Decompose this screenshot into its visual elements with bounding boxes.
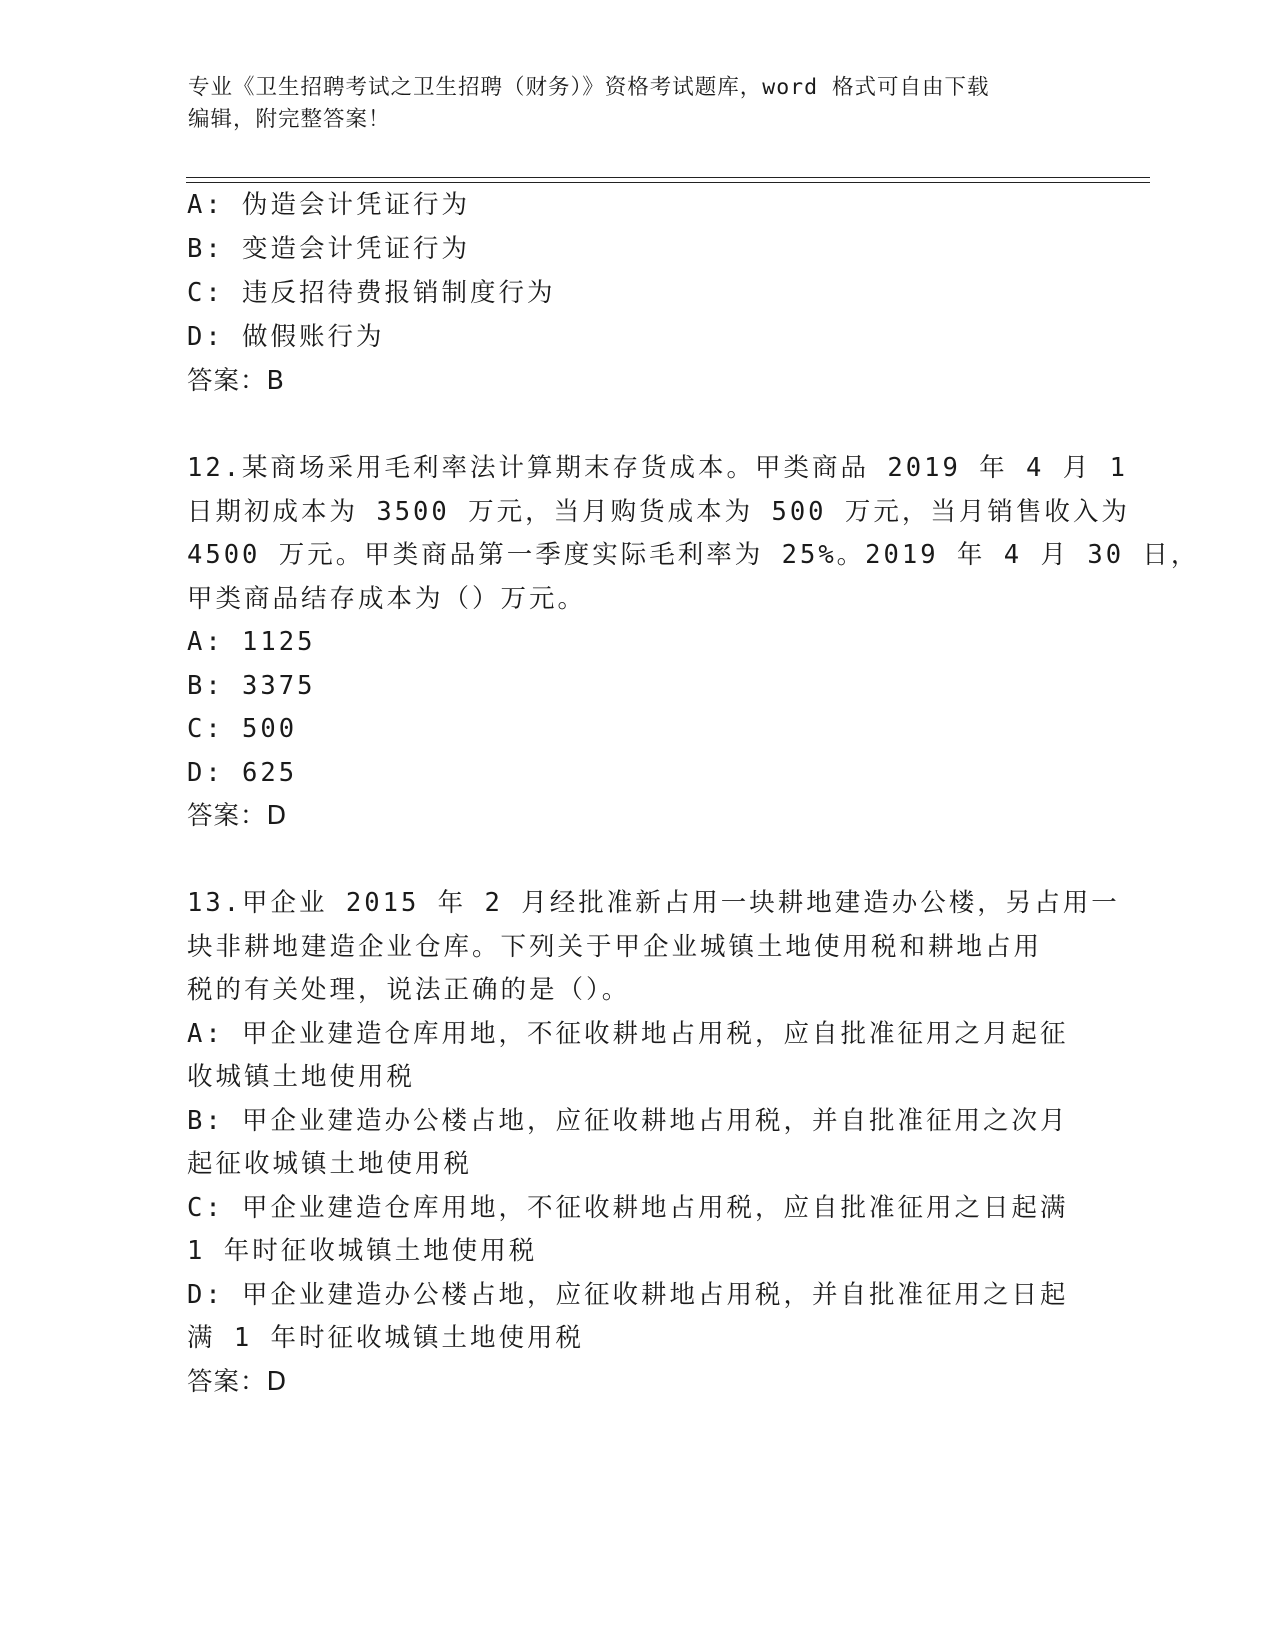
q12-stem-line-4: 甲类商品结存成本为（）万元。	[187, 584, 587, 614]
q13-option-d-line-1: D: 甲企业建造办公楼占地，应征收耕地占用税，并自批准征用之日起	[187, 1280, 1069, 1310]
q13-option-c-line-2: 1 年时征收城镇土地使用税	[187, 1236, 538, 1266]
q12-option-c: C: 500	[187, 714, 298, 744]
q12-option-d: D: 625	[187, 758, 298, 788]
document-header	[188, 72, 1068, 136]
q11-option-c: C: 违反招待费报销制度行为	[187, 278, 556, 308]
header-divider-top	[186, 177, 1150, 178]
q13-option-b-line-1: B: 甲企业建造办公楼占地，应征收耕地占用税，并自批准征用之次月	[187, 1106, 1069, 1136]
header-intro-line-2: 编辑，附完整答案！	[188, 107, 391, 132]
q11-option-d: D: 做假账行为	[187, 322, 385, 352]
q11-option-a: A: 伪造会计凭证行为	[187, 190, 471, 220]
q13-answer: 答案：D	[187, 1367, 288, 1397]
header-divider-bottom	[186, 182, 1150, 183]
q13-option-d-line-2: 满 1 年时征收城镇土地使用税	[187, 1323, 585, 1353]
header-intro-line-1: 专业《卫生招聘考试之卫生招聘（财务）》资格考试题库，word 格式可自由下载	[188, 75, 990, 100]
q11-answer: 答案：B	[187, 366, 285, 396]
q13-option-c-line-1: C: 甲企业建造仓库用地，不征收耕地占用税，应自批准征用之日起满	[187, 1193, 1069, 1223]
q13-stem-line-3: 税的有关处理，说法正确的是（）。	[187, 975, 631, 1005]
q13-stem-line-2: 块非耕地建造企业仓库。下列关于甲企业城镇土地使用税和耕地占用	[187, 932, 1043, 962]
q12-answer: 答案：D	[187, 801, 288, 831]
q12-stem-line-2: 日期初成本为 3500 万元，当月购货成本为 500 万元，当月销售收入为	[187, 497, 1130, 527]
q13-option-a-line-2: 收城镇土地使用税	[187, 1062, 416, 1092]
q12-stem-line-3: 4500 万元。甲类商品第一季度实际毛利率为 25%。2019 年 4 月 30 日，	[187, 540, 1200, 570]
q13-stem-line-1: 13.甲企业 2015 年 2 月经批准新占用一块耕地建造办公楼，另占用一	[187, 888, 1120, 918]
q12-option-a: A: 1125	[187, 627, 316, 657]
q13-option-b-line-2: 起征收城镇土地使用税	[187, 1149, 473, 1179]
q11-option-b: B: 变造会计凭证行为	[187, 234, 471, 264]
q13-option-a-line-1: A: 甲企业建造仓库用地，不征收耕地占用税，应自批准征用之月起征	[187, 1019, 1069, 1049]
q12-option-b: B: 3375	[187, 671, 316, 701]
q12-stem-line-1: 12.某商场采用毛利率法计算期末存货成本。甲类商品 2019 年 4 月 1	[187, 453, 1128, 483]
